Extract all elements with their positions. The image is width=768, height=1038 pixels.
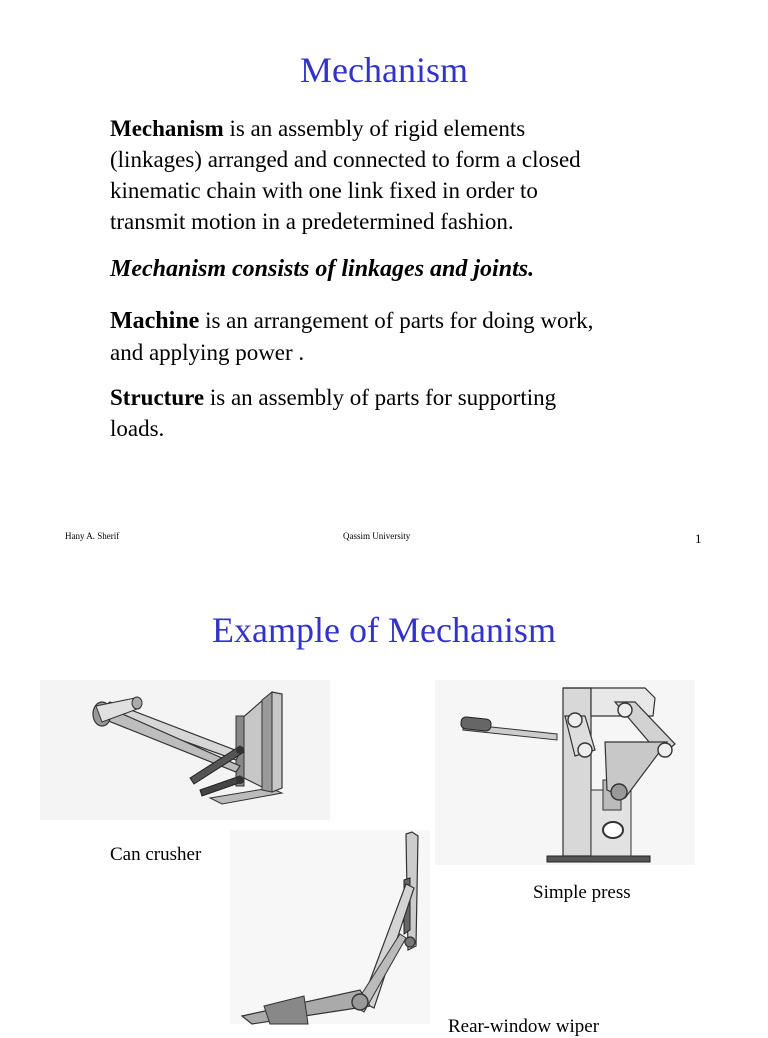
mechanism-def-line2: (linkages) arranged and connected to form a closed <box>110 147 581 172</box>
caption-can-crusher: Can crusher <box>110 844 202 865</box>
term-structure: Structure <box>110 385 205 410</box>
mechanism-def-line3: kinematic chain with one link fixed in order to <box>110 178 538 203</box>
machine-definition <box>110 305 700 368</box>
wiper-mechanism-illustration <box>230 830 430 1024</box>
caption-simple-press: Simple press <box>533 882 631 903</box>
footer-institution: Qassim University <box>343 531 411 541</box>
term-machine: Machine <box>110 308 200 334</box>
footer-author: Hany A. Sherif <box>65 531 120 541</box>
can-crusher-illustration <box>40 680 330 830</box>
mechanism-def-line4: transmit motion in a predetermined fashion. <box>110 209 514 234</box>
term-mechanism: Mechanism <box>110 116 224 141</box>
caption-wiper-partial: Rear-window wiper <box>448 1016 600 1037</box>
machine-def-line1: is an arrangement of parts for doing work, <box>199 308 594 333</box>
simple-press-illustration <box>435 680 695 865</box>
structure-def-line1: is an assembly of parts for supporting <box>204 385 557 410</box>
slide1-title: Mechanism <box>300 50 468 90</box>
slide2-title: Example of Mechanism <box>212 610 556 650</box>
machine-def-line2: and applying power . <box>110 340 305 365</box>
mechanism-consists-statement: Mechanism consists of linkages and joints. <box>110 256 535 282</box>
mechanism-def-line1: is an assembly of rigid elements <box>223 116 526 141</box>
page-number: 1 <box>695 531 702 546</box>
structure-def-line2: loads. <box>110 416 165 441</box>
mechanism-definition <box>110 113 700 237</box>
structure-definition <box>110 382 700 444</box>
